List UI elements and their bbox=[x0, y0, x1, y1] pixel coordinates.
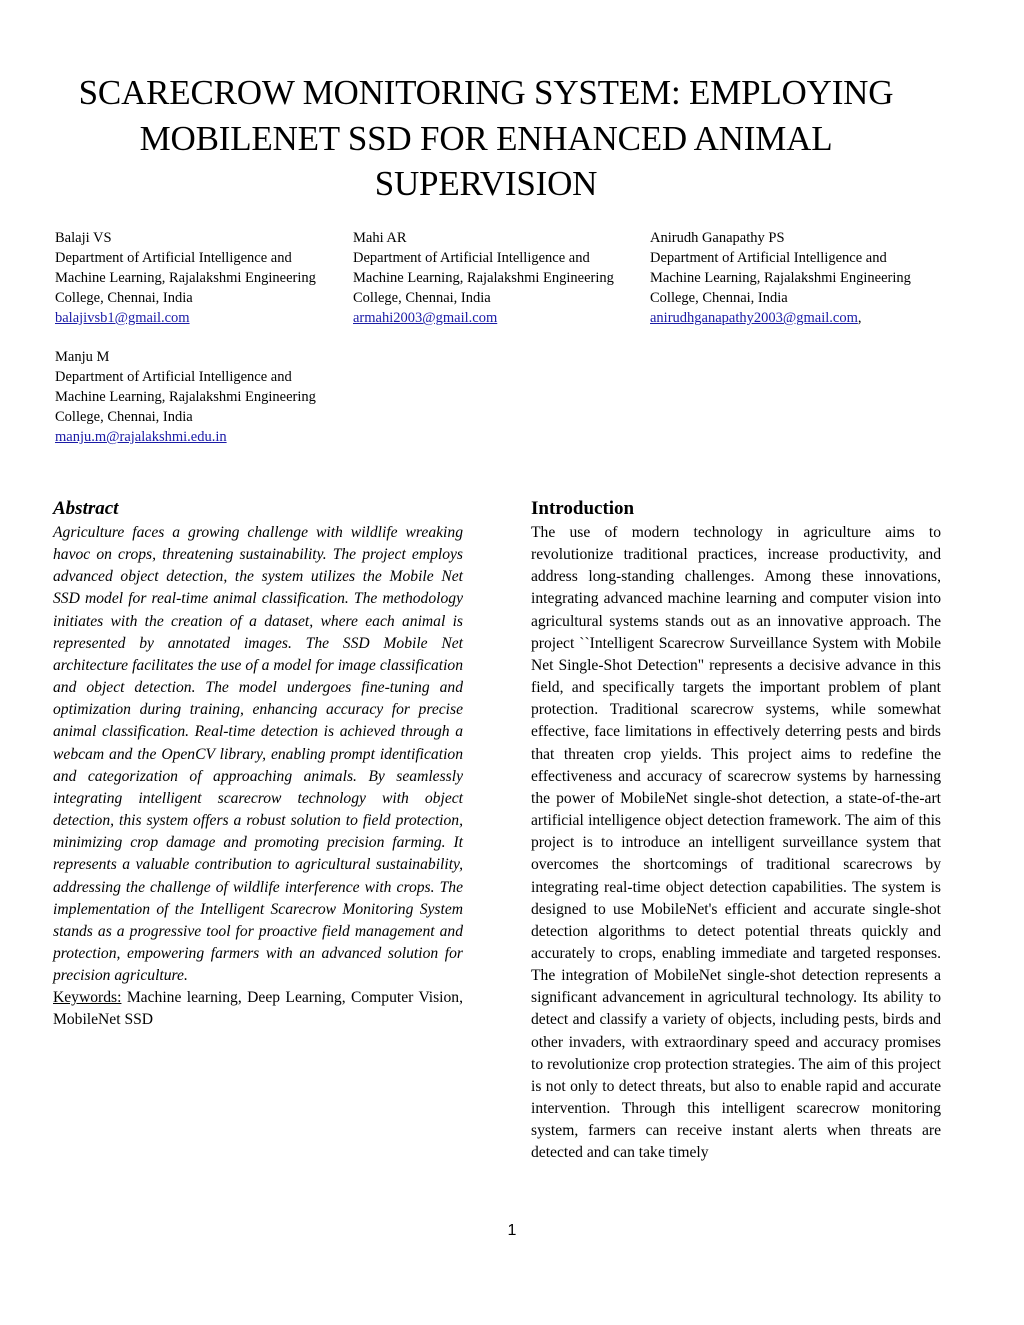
author-name: Manju M bbox=[55, 349, 110, 365]
title-line: SUPERVISION bbox=[374, 164, 598, 203]
paper-title bbox=[60, 70, 912, 207]
email-suffix: , bbox=[857, 310, 862, 326]
author-institution: Machine Learning, Rajalakshmi Engineering bbox=[55, 270, 316, 286]
author-location: College, Chennai, India bbox=[55, 409, 193, 425]
keywords-label: Keywords: bbox=[53, 989, 122, 1007]
author-name: Anirudh Ganapathy PS bbox=[650, 230, 785, 246]
author-department: Department of Artificial Intelligence and bbox=[650, 250, 887, 266]
author-department: Department of Artificial Intelligence and bbox=[55, 369, 292, 385]
author-email-link[interactable]: anirudhganapathy2003@gmail.com bbox=[650, 310, 858, 326]
author-email-link[interactable]: balajivsb1@gmail.com bbox=[55, 310, 190, 326]
abstract-text: Agriculture faces a growing challenge with wildlife wreaking havoc on crops, threatening sustainability. The project employs advanced object detection, the system utilizes the Mobile Net SSD model for real-time animal classification. The methodology initiates with the creation of a dataset, where each animal is represented by annotated images. The SSD Mobile Net architecture facilitates the use of a model for image classification and object detection. The model undergoes fine-tuning and optimization during training, enhancing accuracy for precise animal classification. Real-time detection is achieved through a webcam and the OpenCV library, enabling prompt identification and categorization of approaching animals. By seamlessly integrating intelligent scarecrow technology with object detection, this system offers a robust solution to field protection, minimizing crop damage and promoting precision farming. It represents a valuable contribution to agricultural sustainability, addressing the challenge of wildlife interference with crops. The implementation of the Intelligent Scarecrow Monitoring System stands as a progressive tool for proactive field management and protection, empowering farmers with an advanced solution for precision agriculture. bbox=[53, 524, 463, 985]
author-block-4 bbox=[55, 347, 345, 447]
keywords bbox=[53, 987, 463, 1031]
author-block-2 bbox=[353, 228, 643, 328]
abstract-heading: Abstract bbox=[53, 498, 119, 519]
author-block-1 bbox=[55, 228, 345, 328]
keywords-list: Machine learning, Deep Learning, Computer Vision, MobileNet SSD bbox=[53, 989, 463, 1029]
abstract-section bbox=[53, 496, 463, 1032]
author-name: Balaji VS bbox=[55, 230, 112, 246]
author-location: College, Chennai, India bbox=[650, 290, 788, 306]
introduction-text: The use of modern technology in agriculture aims to revolutionize traditional practices, increase productivity, and address long-standing challenges. Among these innovations, integrating advanced machine learning and computer vision into agricultural systems stands out as an innovative approach. The project ``Intelligent Scarecrow Surveillance System with Mobile Net Single-Shot Detection" represents a decisive advance in this field, and specifically targets the important problem of plant protection. Traditional scarecrow systems, while somewhat effective, face limitations in effectively deterring pests and birds that threaten crop yields. This project aims to redefine the effectiveness and accuracy of scarecrow systems by harnessing the power of MobileNet single-shot detection, a state-of-the-art artificial intelligence object detection framework. The aim of this project is to introduce an intelligent surveillance system that overcomes the shortcomings of traditional scarecrows by integrating real-time object detection capabilities. The system is designed to use MobileNet's efficient and accurate single-shot detection algorithms to detect potential threats quickly and accurately to crops, enabling immediate and targeted responses. The integration of MobileNet single-shot detection represents a significant advancement in agricultural technology. Its ability to detect and classify a variety of objects, including pests, birds and other invaders, with extraordinary speed and accuracy promises to revolutionize crop protection strategies. The aim of this project is not only to detect threats, but also to enable rapid and accurate intervention. Through this intelligent scarecrow monitoring system, farmers can receive instant alerts when threats are detected and can take timely bbox=[531, 524, 941, 1162]
author-name: Mahi AR bbox=[353, 230, 407, 246]
author-institution: Machine Learning, Rajalakshmi Engineering bbox=[650, 270, 911, 286]
author-block-3 bbox=[650, 228, 940, 328]
author-department: Department of Artificial Intelligence and bbox=[353, 250, 590, 266]
introduction-section bbox=[531, 496, 941, 1165]
author-department: Department of Artificial Intelligence and bbox=[55, 250, 292, 266]
author-email-link[interactable]: manju.m@rajalakshmi.edu.in bbox=[55, 429, 227, 445]
author-location: College, Chennai, India bbox=[55, 290, 193, 306]
page-number: 1 bbox=[507, 1222, 517, 1239]
author-location: College, Chennai, India bbox=[353, 290, 491, 306]
author-email-link[interactable]: armahi2003@gmail.com bbox=[353, 310, 498, 326]
author-institution: Machine Learning, Rajalakshmi Engineering bbox=[353, 270, 614, 286]
title-line: SCARECROW MONITORING SYSTEM: EMPLOYING bbox=[78, 73, 894, 112]
introduction-heading: Introduction bbox=[531, 498, 635, 519]
author-institution: Machine Learning, Rajalakshmi Engineering bbox=[55, 389, 316, 405]
title-line: MOBILENET SSD FOR ENHANCED ANIMAL bbox=[139, 118, 833, 158]
